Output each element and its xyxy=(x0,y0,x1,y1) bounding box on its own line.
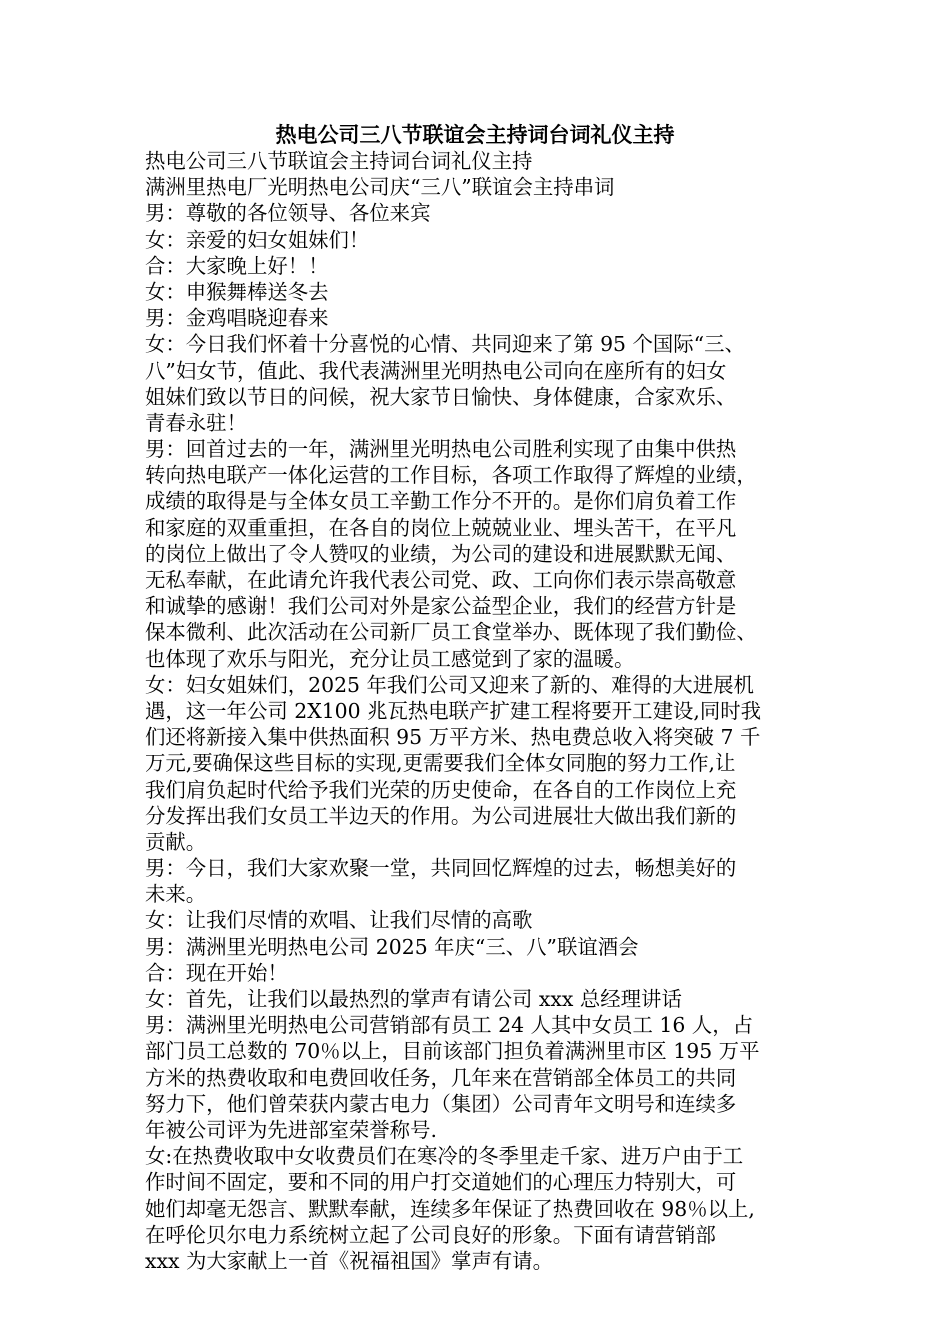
text-line: 我们肩负起时代给予我们光荣的历史使命，在各自的工作岗位上充 xyxy=(145,777,737,802)
text-line: 女：亲爱的妇女姐妹们！ xyxy=(145,227,370,252)
text-line: 满洲里热电厂光明热电公司庆“三八”联谊会主持串词 xyxy=(145,175,615,200)
text-line: 姐妹们致以节日的问候，祝大家节日愉快、身体健康，合家欢乐、 xyxy=(145,384,737,409)
text-line: 男：金鸡唱晓迎春来 xyxy=(145,306,329,331)
text-line: xxx 为大家献上一首《祝福祖国》掌声有请。 xyxy=(145,1248,554,1273)
text-line: 们还将新接入集中供热面积 95 万平方米、热电费总收入将突破 7 千 xyxy=(145,725,761,750)
text-line: 男：尊敬的各位领导、各位来宾 xyxy=(145,201,431,226)
text-line: 女：今日我们怀着十分喜悦的心情、共同迎来了第 95 个国际“三、 xyxy=(145,332,745,357)
text-line: 年被公司评为先进部室荣誉称号. xyxy=(145,1117,437,1142)
text-line: 未来。 xyxy=(145,882,207,907)
text-line: 和家庭的双重重担，在各自的岗位上兢兢业业、埋头苦干，在平凡 xyxy=(145,515,737,540)
text-line: 热电公司三八节联谊会主持词台词礼仪主持 xyxy=(145,149,533,173)
text-line: 青春永驻！ xyxy=(145,410,247,435)
text-line: 遇，这一年公司 2X100 兆瓦热电联产扩建工程将要开工建设,同时我 xyxy=(145,698,762,723)
text-line: 合：现在开始！ xyxy=(145,960,288,985)
text-line: 部门员工总数的 70％以上，目前该部门担负着满洲里市区 195 万平 xyxy=(145,1039,760,1064)
text-line: 努力下，他们曾荣获内蒙古电力（集团）公司青年文明号和连续多 xyxy=(145,1091,737,1116)
text-line: 分发挥出我们女员工半边天的作用。为公司进展壮大做出我们新的 xyxy=(145,803,737,828)
text-line: 在呼伦贝尔电力系统树立起了公司良好的形象。下面有请营销部 xyxy=(145,1222,716,1247)
text-line: 转向热电联产一体化运营的工作目标，各项工作取得了辉煌的业绩， xyxy=(145,463,757,488)
text-line: 她们却毫无怨言、默默奉献，连续多年保证了热费回收在 98％以上, xyxy=(145,1196,755,1221)
text-line: 方米的热费收取和电费回收任务，几年来在营销部全体员工的共同 xyxy=(145,1065,737,1090)
text-line: 女：妇女姐妹们，2025 年我们公司又迎来了新的、难得的大进展机 xyxy=(145,672,754,697)
text-line: 贡献。 xyxy=(145,829,207,854)
text-line: 万元,要确保这些目标的实现,更需要我们全体女同胞的努力工作,让 xyxy=(145,751,736,776)
text-line: 无私奉献，在此请允许我代表公司党、政、工向你们表示崇高敬意 xyxy=(145,568,737,592)
text-line: 女:在热费收取中女收费员们在寒冷的冬季里走千家、进万户由于工 xyxy=(145,1144,744,1169)
text-line: 女：让我们尽情的欢唱、让我们尽情的高歌 xyxy=(145,908,533,933)
text-line: 男：满洲里光明热电公司营销部有员工 24 人其中女员工 16 人，占 xyxy=(145,1013,753,1038)
text-line: 合：大家晚上好！！ xyxy=(145,253,329,278)
text-line: 八”妇女节，值此、我代表满洲里光明热电公司向在座所有的妇女 xyxy=(145,358,727,383)
document-title: 热电公司三八节联谊会主持词台词礼仪主持 xyxy=(275,122,675,147)
text-line: 成绩的取得是与全体女员工辛勤工作分不开的。是你们肩负着工作 xyxy=(145,489,737,514)
text-line: 的岗位上做出了令人赞叹的业绩，为公司的建设和进展默默无闻、 xyxy=(145,541,737,566)
text-line: 男：回首过去的一年，满洲里光明热电公司胜利实现了由集中供热 xyxy=(145,437,737,462)
text-line: 男：今日，我们大家欢聚一堂，共同回忆辉煌的过去，畅想美好的 xyxy=(145,856,737,881)
text-line: 也体现了欢乐与阳光，充分让员工感觉到了家的温暖。 xyxy=(145,646,635,671)
text-line: 作时间不固定，要和不同的用户打交道她们的心理压力特别大，可 xyxy=(145,1170,737,1195)
text-line: 男：满洲里光明热电公司 2025 年庆“三、八”联谊酒会 xyxy=(145,934,639,959)
text-line: 女：申猴舞棒送冬去 xyxy=(145,279,329,304)
document-body xyxy=(145,148,817,1274)
text-line: 和诚挚的感谢！我们公司对外是家公益型企业，我们的经营方针是 xyxy=(145,594,737,619)
text-line: 女：首先，让我们以最热烈的掌声有请公司 xxx 总经理讲话 xyxy=(145,987,682,1011)
text-line: 保本微利、此次活动在公司新厂员工食堂举办、既体现了我们勤俭、 xyxy=(145,620,757,645)
